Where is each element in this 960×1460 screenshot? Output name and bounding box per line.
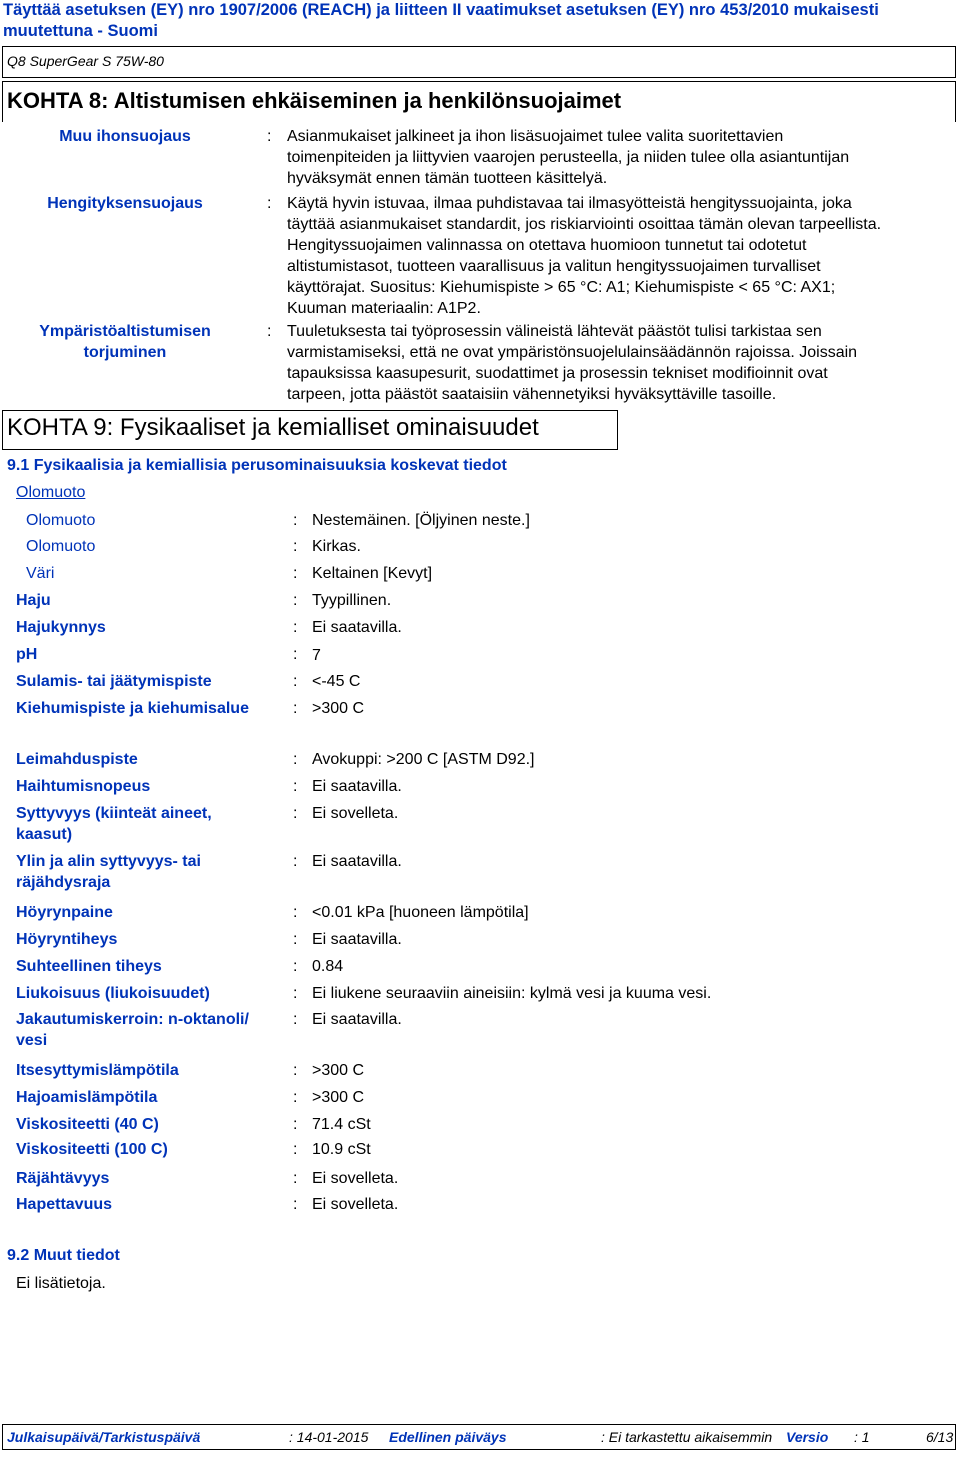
label-line: räjähdysraja <box>16 874 111 891</box>
prop-label-liukoisuus: Liukoisuus (liukoisuudet) <box>16 985 210 1002</box>
text-line: Asianmukaiset jalkineet ja ihon lisäsuojaimet tulee valita suoritettavien <box>287 128 784 145</box>
prop-label-kiehumispiste: Kiehumispiste ja kiehumisalue <box>16 700 249 717</box>
footer-date-value: : 14-01-2015 <box>289 1429 369 1445</box>
separator-colon: : <box>293 1116 298 1133</box>
prop-label-syttyvyys <box>16 803 212 845</box>
separator-colon: : <box>293 700 298 717</box>
prop-value-suhteellinen-tiheys: 0.84 <box>312 958 344 975</box>
text-muu-ihonsuojaus <box>287 126 947 189</box>
document-title-line2: muutettuna - Suomi <box>3 22 158 40</box>
section9-title: KOHTA 9: Fysikaaliset ja kemialliset ominaisuudet <box>7 414 539 441</box>
prop-value-viskositeetti-40: 71.4 cSt <box>312 1116 371 1133</box>
footer-prev-label: Edellinen päiväys <box>389 1429 507 1445</box>
separator-colon: : <box>267 128 272 145</box>
prop-label-haju: Haju <box>16 592 51 609</box>
text-line: tarpeen, jotta päästöt saataisiin vähennetyiksi hyväksyttäville tasoille. <box>287 386 777 403</box>
text-line: käyttörajat. Suositus: Kiehumispiste > 65 °C: A1; Kiehumispiste < 65 °C: AX1; <box>287 279 836 296</box>
prop-value-olomuoto: Nestemäinen. [Öljyinen neste.] <box>312 512 530 529</box>
label-line: torjuminen <box>83 344 167 361</box>
separator-colon: : <box>293 646 298 663</box>
separator-colon: : <box>293 985 298 1002</box>
prop-label-sulamispiste: Sulamis- tai jäätymispiste <box>16 673 212 690</box>
footer-version-value: : 1 <box>854 1429 870 1445</box>
prop-label-itsesyttymislampotila: Itsesyttymislämpötila <box>16 1062 179 1079</box>
prop-label-hajukynnys: Hajukynnys <box>16 619 106 636</box>
prop-value-jakautumiskerroin: Ei saatavilla. <box>312 1011 402 1028</box>
prop-value-ph: 7 <box>312 647 321 664</box>
prop-value-olomuoto-2: Kirkas. <box>312 538 361 555</box>
separator-colon: : <box>293 538 298 555</box>
prop-value-syttyvyys: Ei sovelleta. <box>312 805 399 822</box>
separator-colon: : <box>293 1011 298 1028</box>
label-ymparistoaltistumisen-torjuminen <box>25 321 225 363</box>
prop-value-vari: Keltainen [Kevyt] <box>312 565 433 582</box>
separator-colon: : <box>293 778 298 795</box>
label-line: Ympäristöaltistumisen <box>39 323 211 340</box>
prop-label-hapettavuus: Hapettavuus <box>16 1196 113 1213</box>
section8-title: KOHTA 8: Altistumisen ehkäiseminen ja henkilönsuojaimet <box>7 88 622 113</box>
text-line: Kuuman materiaalin: A1P2. <box>287 300 481 317</box>
separator-colon: : <box>267 195 272 212</box>
text-line: varmistamiseksi, että ne ovat ympäristönsuojelulainsäädännön rajoissa. Joissain <box>287 344 858 361</box>
text-hengityksensuojaus <box>287 193 947 319</box>
label-line: Syttyvyys (kiinteät aineet, <box>16 805 212 822</box>
prop-label-leimahduspiste: Leimahduspiste <box>16 751 138 768</box>
footer-prev-value: : Ei tarkastettu aikaisemmin <box>601 1429 773 1445</box>
prop-value-hoyrynpaine: <0.01 kPa [huoneen lämpötila] <box>312 904 529 921</box>
prop-value-hajoamislampotila: >300 C <box>312 1089 365 1106</box>
separator-colon: : <box>293 1141 298 1158</box>
label-line: kaasut) <box>16 826 73 843</box>
prop-label-hoyryntiheys: Höyryntiheys <box>16 931 118 948</box>
prop-label-hoyrynpaine: Höyrynpaine <box>16 904 113 921</box>
prop-value-itsesyttymislampotila: >300 C <box>312 1062 365 1079</box>
separator-colon: : <box>293 592 298 609</box>
separator-colon: : <box>293 805 298 822</box>
label-hengityksensuojaus: Hengityksensuojaus <box>47 195 203 212</box>
text-line: tapauksissa kaasupesurit, suodattimet ja prosessin tekniset modifioinnit ovat <box>287 365 828 382</box>
prop-value-viskositeetti-100: 10.9 cSt <box>312 1141 371 1158</box>
prop-label-hajoamislampotila: Hajoamislämpötila <box>16 1089 158 1106</box>
text-line: Käytä hyvin istuvaa, ilmaa puhdistavaa tai ilmasyötteistä hengityssuojainta, joka <box>287 195 852 212</box>
prop-value-sulamispiste: <-45 C <box>312 673 361 690</box>
separator-colon: : <box>293 619 298 636</box>
prop-value-leimahduspiste: Avokuppi: >200 C [ASTM D92.] <box>312 751 535 768</box>
prop-label-vari: Väri <box>26 565 55 582</box>
text-line: Hengityssuojaimen valinnassa on otettava huomioon tunnetut tai odotetut <box>287 237 807 254</box>
separator-colon: : <box>293 904 298 921</box>
subsection-9-2-text: Ei lisätietoja. <box>16 1275 106 1292</box>
prop-label-olomuoto-2: Olomuoto <box>26 538 96 555</box>
prop-value-hajukynnys: Ei saatavilla. <box>312 619 402 636</box>
separator-colon: : <box>293 1196 298 1213</box>
separator-colon: : <box>293 1170 298 1187</box>
footer-date-label: Julkaisupäivä/Tarkistuspäivä <box>7 1429 201 1445</box>
prop-label-olomuoto: Olomuoto <box>26 512 96 529</box>
separator-colon: : <box>267 323 272 340</box>
footer-version-label: Versio <box>786 1429 829 1445</box>
document-title-line1: Täyttää asetuksen (EY) nro 1907/2006 (REACH) ja liitteen II vaatimukset asetuksen (EY) nro 453/2010 mukaisesti <box>3 1 879 19</box>
label-line: Ylin ja alin syttyvyys- tai <box>16 853 201 870</box>
product-name: Q8 SuperGear S 75W-80 <box>7 53 164 69</box>
prop-label-viskositeetti-40: Viskositeetti (40 C) <box>16 1116 159 1133</box>
separator-colon: : <box>293 931 298 948</box>
subsection-9-1-heading: 9.1 Fysikaalisia ja kemiallisia perusominaisuuksia koskevat tiedot <box>7 457 507 474</box>
prop-label-ph: pH <box>16 646 38 663</box>
olomuoto-heading: Olomuoto <box>16 484 86 501</box>
text-line: toimenpiteiden ja liittyvien vaarojen perusteella, ja niiden tulee olla asiantuntijan <box>287 149 850 166</box>
document-title <box>3 0 958 42</box>
separator-colon: : <box>293 673 298 690</box>
label-muu-ihonsuojaus: Muu ihonsuojaus <box>59 128 191 145</box>
footer-page-number: 6/13 <box>926 1429 954 1445</box>
separator-colon: : <box>293 1089 298 1106</box>
separator-colon: : <box>293 853 298 870</box>
separator-colon: : <box>293 1062 298 1079</box>
prop-label-viskositeetti-100: Viskositeetti (100 C) <box>16 1141 168 1158</box>
subsection-9-2-heading: 9.2 Muut tiedot <box>7 1247 120 1264</box>
text-ymparistoaltistumisen-torjuminen <box>287 321 947 405</box>
prop-value-hoyryntiheys: Ei saatavilla. <box>312 931 402 948</box>
text-line: Tuuletuksesta tai työprosessin välineistä lähtevät päästöt tulisi tarkistaa sen <box>287 323 822 340</box>
prop-value-kiehumispiste: >300 C <box>312 700 365 717</box>
text-line: altistumistasot, tuotteen vaarallisuus ja valitun hengityssuojaimen turvalliset <box>287 258 821 275</box>
text-line: täyttää asianmukaiset standardit, jos riskiarviointi osoittaa tämän olevan tarpeellista. <box>287 216 882 233</box>
prop-label-haihtumisnopeus: Haihtumisnopeus <box>16 778 151 795</box>
label-line: vesi <box>16 1032 48 1049</box>
separator-colon: : <box>293 565 298 582</box>
prop-value-haihtumisnopeus: Ei saatavilla. <box>312 778 402 795</box>
prop-value-rajahtavyys: Ei sovelleta. <box>312 1170 399 1187</box>
prop-label-rajahdysraja <box>16 851 201 893</box>
label-line: Jakautumiskerroin: n-oktanoli/ <box>16 1011 249 1028</box>
separator-colon: : <box>293 751 298 768</box>
separator-colon: : <box>293 958 298 975</box>
prop-value-hapettavuus: Ei sovelleta. <box>312 1196 399 1213</box>
prop-label-suhteellinen-tiheys: Suhteellinen tiheys <box>16 958 162 975</box>
prop-value-haju: Tyypillinen. <box>312 592 392 609</box>
text-line: hyväksymät ennen tämän tuotteen käsittelyä. <box>287 170 608 187</box>
prop-value-liukoisuus: Ei liukene seuraaviin aineisiin: kylmä vesi ja kuuma vesi. <box>312 985 712 1002</box>
separator-colon: : <box>293 512 298 529</box>
prop-value-rajahdysraja: Ei saatavilla. <box>312 853 402 870</box>
prop-label-jakautumiskerroin <box>16 1009 249 1051</box>
prop-label-rajahtavyys: Räjähtävyys <box>16 1170 110 1187</box>
